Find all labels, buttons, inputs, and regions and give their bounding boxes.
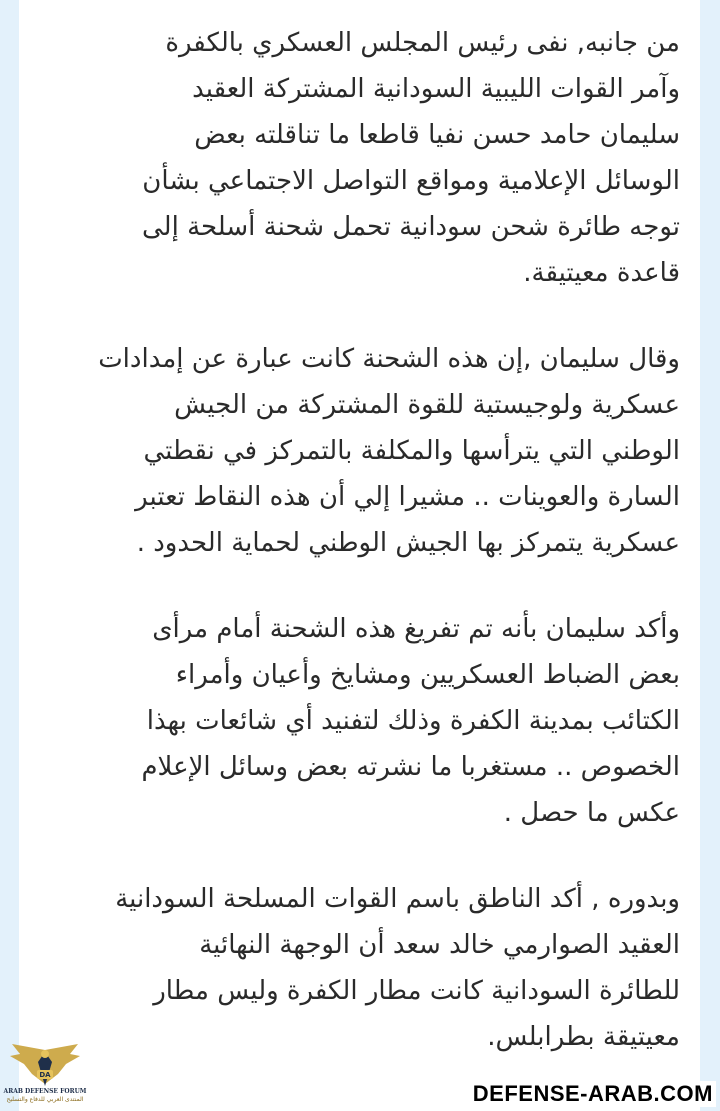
paragraph-4 bbox=[41, 876, 680, 1060]
text-line: للطائرة السودانية كانت مطار الكفرة وليس مطار bbox=[153, 976, 680, 1006]
site-watermark: DEFENSE-ARAB.COM bbox=[470, 1081, 716, 1107]
text-line: عسكرية ولوجيستية للقوة المشتركة من الجيش bbox=[174, 390, 680, 420]
text-line: الكتائب بمدينة الكفرة وذلك لتفنيد أي شائعات بهذا bbox=[146, 706, 680, 736]
logo-name-en: ARAB DEFENSE FORUM bbox=[3, 1088, 87, 1095]
text-line: وآمر القوات الليبية السودانية المشتركة العقيد bbox=[192, 74, 680, 104]
text-line: قاعدة معيتيقة. bbox=[523, 258, 680, 288]
paragraph-2 bbox=[41, 336, 680, 566]
text-line: توجه طائرة شحن سودانية تحمل شحنة أسلحة إلى bbox=[141, 212, 680, 242]
text-line: السارة والعوينات .. مشيرا إلي أن هذه النقاط تعتبر bbox=[135, 482, 680, 512]
paragraph-1 bbox=[41, 20, 680, 296]
text-line: عكس ما حصل . bbox=[503, 798, 680, 828]
text-line: وأكد سليمان بأنه تم تفريغ هذه الشحنة أمام مرأى bbox=[152, 614, 680, 644]
svg-text:DA: DA bbox=[39, 1071, 51, 1079]
text-line: عسكرية يتمركز بها الجيش الوطني لحماية الحدود . bbox=[136, 528, 680, 558]
article-body bbox=[41, 20, 680, 1100]
text-line: العقيد الصوارمي خالد سعد أن الوجهة النهائية bbox=[199, 930, 680, 960]
text-line: الوطني التي يترأسها والمكلفة بالتمركز في نقطتي bbox=[143, 436, 680, 466]
text-line: معيتيقة بطرابلس. bbox=[487, 1022, 680, 1052]
text-line: من جانبه, نفى رئيس المجلس العسكري بالكفرة bbox=[165, 28, 680, 58]
text-line: الوسائل الإعلامية ومواقع التواصل الاجتماعي بشأن bbox=[142, 166, 680, 196]
text-line: سليمان حامد حسن نفيا قاطعا ما تناقلته بعض bbox=[194, 120, 680, 150]
eagle-emblem-icon bbox=[2, 1040, 88, 1090]
text-line: بعض الضباط العسكريين ومشايخ وأعيان وأمراء bbox=[175, 660, 680, 690]
logo-name-ar: المنتدى العربي للدفاع والتسليح bbox=[6, 1096, 84, 1103]
arab-defense-forum-logo bbox=[2, 1040, 88, 1111]
paragraph-3 bbox=[41, 606, 680, 836]
text-line: وبدوره , أكد الناطق باسم القوات المسلحة السودانية bbox=[115, 884, 680, 914]
text-line: الخصوص .. مستغربا ما نشرته بعض وسائل الإعلام bbox=[141, 752, 680, 782]
text-line: وقال سليمان ,إن هذه الشحنة كانت عبارة عن إمدادات bbox=[98, 344, 680, 374]
article-page bbox=[19, 0, 700, 1111]
